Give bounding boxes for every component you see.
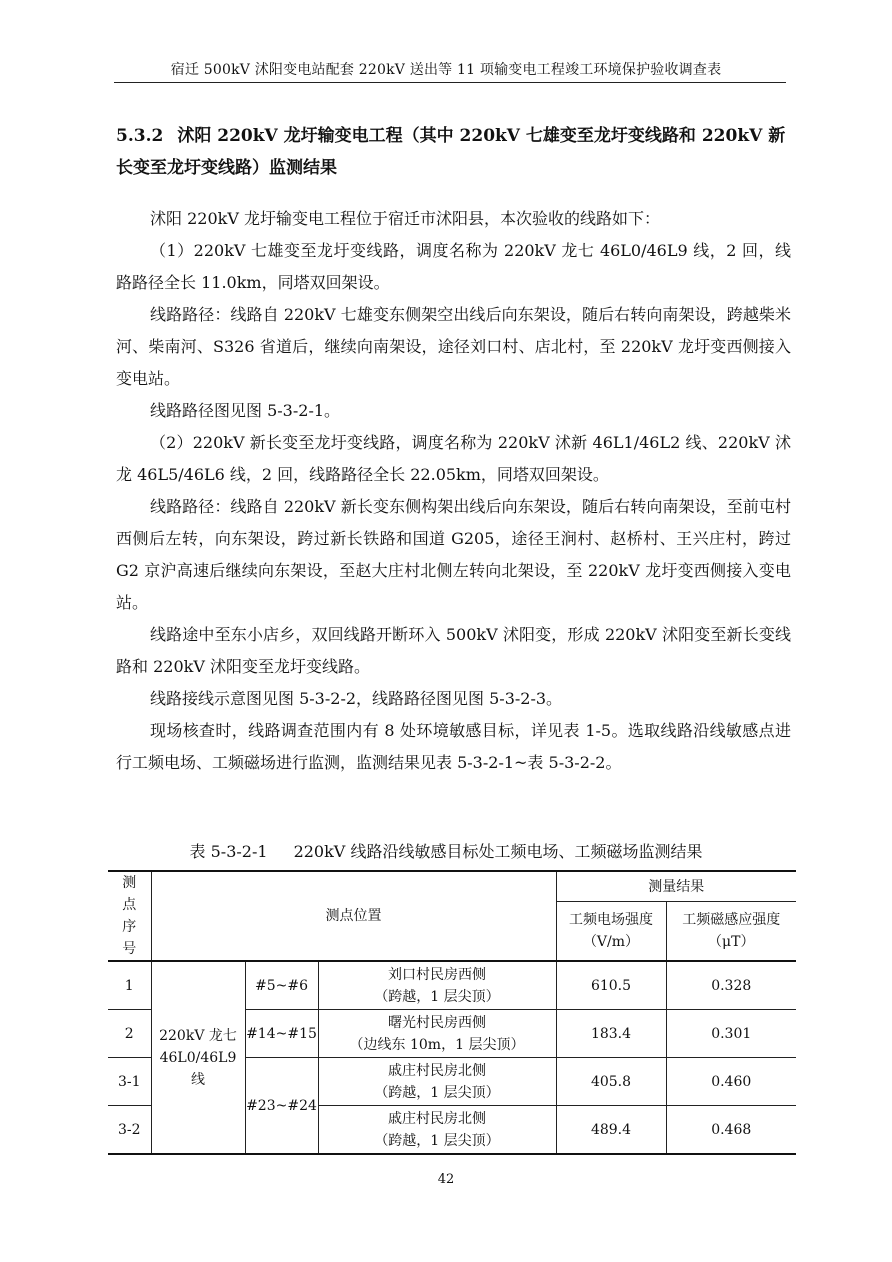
cell-span: #5~#6 <box>245 961 318 1010</box>
cell-seq: 1 <box>108 961 151 1010</box>
cell-b-value: 0.328 <box>666 961 796 1010</box>
table-caption <box>0 838 892 866</box>
paragraph: 线路路径：线路自 220kV 七雄变东侧架空出线后向东架设，随后右转向南架设，跨越柴米河、柴南河、S326 省道后，继续向南架设，途径刘口村、店北村，至 220kV 龙圩变西侧接入变电站。 <box>116 305 791 388</box>
paragraph: 线路路径：线路自 220kV 新长变东侧构架出线后向东架设，随后右转向南架设，至前屯村西侧后左转，向东架设，跨过新长铁路和国道 G205，途径王涧村、赵桥村、王兴庄村，跨过 G2 京沪高速后继续向东架设，至赵大庄村北侧左转向北架设，至 220kV 龙圩变西侧接入变电站。 <box>116 497 791 612</box>
paragraph: 线路接线示意图见图 5-3-2-2，线路路径图见图 5-3-2-3。 <box>150 689 563 708</box>
cell-place: 戚庄村民房北侧 （跨越，1 层尖顶） <box>318 1106 556 1155</box>
table-caption-title: 220kV 线路沿线敏感目标处工频电场、工频磁场监测结果 <box>293 842 703 861</box>
cell-seq: 2 <box>108 1010 151 1058</box>
header-b-field: 工频磁感应强度 （μT） <box>666 902 796 961</box>
cell-seq: 3-1 <box>108 1058 151 1106</box>
cell-e-value: 489.4 <box>556 1106 666 1155</box>
paragraph: （1）220kV 七雄变至龙圩变线路，调度名称为 220kV 龙七 46L0/46L9 线，2 回，线路路径全长 11.0km，同塔双回架设。 <box>116 241 791 292</box>
paragraph: （2）220kV 新长变至龙圩变线路，调度名称为 220kV 沭新 46L1/46L2 线、220kV 沭龙 46L5/46L6 线，2 回，线路路径全长 22.05km，同塔双回架设。 <box>116 433 791 484</box>
cell-e-value: 183.4 <box>556 1010 666 1058</box>
page-number: 42 <box>437 1172 455 1187</box>
cell-place: 刘口村民房西侧 （跨越，1 层尖顶） <box>318 961 556 1010</box>
cell-place: 戚庄村民房北侧 （跨越，1 层尖顶） <box>318 1058 556 1106</box>
paragraph: 线路路径图见图 5-3-2-1。 <box>150 401 341 420</box>
paragraph: 现场核查时，线路调查范围内有 8 处环境敏感目标，详见表 1-5。选取线路沿线敏感点进行工频电场、工频磁场进行监测，监测结果见表 5-3-2-1~表 5-3-2-2。 <box>116 721 791 772</box>
section-title: 沭阳 220kV 龙圩输变电工程（其中 220kV 七雄变至龙圩变线路和 220kV 新长变至龙圩变线路）监测结果 <box>116 126 786 178</box>
paragraph: 线路途中至东小店乡，双回线路开断环入 500kV 沭阳变，形成 220kV 沭阳变至新长变线路和 220kV 沭阳变至龙圩变线路。 <box>116 625 791 676</box>
table-row <box>108 961 796 1010</box>
header-rule <box>114 82 786 83</box>
section-heading <box>116 120 791 184</box>
header-result: 测量结果 <box>556 871 796 902</box>
cell-e-value: 405.8 <box>556 1058 666 1106</box>
table-caption-number: 表 5-3-2-1 <box>189 842 268 861</box>
cell-b-value: 0.301 <box>666 1010 796 1058</box>
cell-span: #14~#15 <box>245 1010 318 1058</box>
cell-place: 曙光村民房西侧 （边线东 10m，1 层尖顶） <box>318 1010 556 1058</box>
table-header-row <box>108 871 796 902</box>
body-text <box>116 203 791 779</box>
header-location: 测点位置 <box>151 871 556 961</box>
header-e-field: 工频电场强度 （V/m） <box>556 902 666 961</box>
header-seq: 测点序号 <box>108 871 151 961</box>
cell-span: #23~#24 <box>245 1058 318 1155</box>
cell-line-name: 220kV 龙七 46L0/46L9 线 <box>151 961 245 1154</box>
monitoring-results-table <box>108 870 796 1155</box>
paragraph: 沭阳 220kV 龙圩输变电工程位于宿迁市沭阳县，本次验收的线路如下： <box>150 209 660 228</box>
cell-b-value: 0.468 <box>666 1106 796 1155</box>
running-header: 宿迁 500kV 沭阳变电站配套 220kV 送出等 11 项输变电工程竣工环境保护验收调查表 <box>170 62 722 78</box>
cell-e-value: 610.5 <box>556 961 666 1010</box>
cell-b-value: 0.460 <box>666 1058 796 1106</box>
section-number: 5.3.2 <box>116 126 164 146</box>
cell-seq: 3-2 <box>108 1106 151 1155</box>
